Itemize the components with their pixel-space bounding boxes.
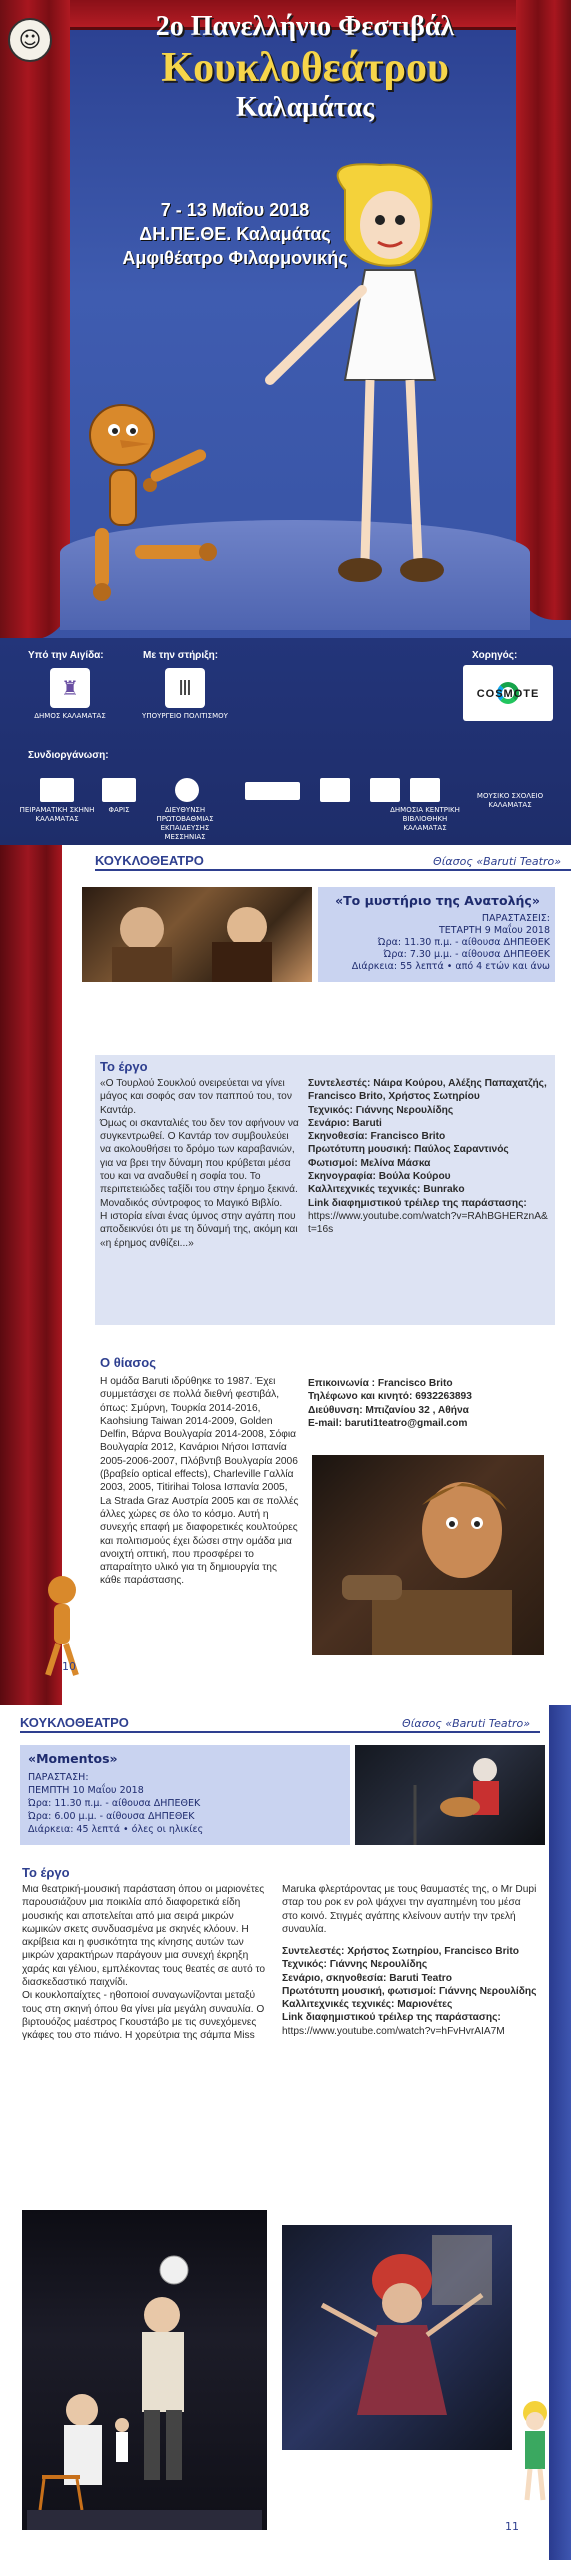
support-label: Με την στήριξη:	[143, 650, 219, 661]
festival-dates: 7 - 13 Μαΐου 2018	[160, 200, 310, 220]
troupe-heading: Ο θίασος	[100, 1355, 156, 1370]
performance-duration: Διάρκεια: 55 λεπτά • από 4 ετών και άνω	[351, 961, 550, 972]
wooden-puppet-illustration	[40, 380, 280, 620]
credit-line: Φωτισμοί: Μελίνα Μάσκα	[308, 1157, 431, 1169]
work-description: «Ο Τουρλού Σουκλού ονειρεύεται να γίνει μάγος και σοφός σαν τον παππού του, τον Καντάρ. Όμως οι σκανταλιές του δεν τον αφήνουν να συγκεντρωθεί. Ο Καντάρ τον συμβουλεύει να ακολουθήσει το δρόμο των καραβανιών, για να βρει την δύναμη που κρύβεται μέσα του και να αναδυθεί η σοφία του. Το περιπετειώδες ταξίδι του στην έρημο ξεκινά. Μοναδικός σύντροφος το Μαγικό Βιβλίο. Η ιστορία είναι ένας ύμνος στην αγάπη που αποδεικνύει ότι με τη δύναμή της, ακόμη και «η έρημος ανθίζει...»	[100, 1078, 299, 1249]
sponsor-label: Χορηγός:	[472, 650, 518, 661]
auspices-label: Υπό την Αιγίδα:	[28, 650, 104, 661]
title-line-1: 2ο Πανελλήνιο Φεστιβάλ	[155, 11, 455, 42]
co-org-7: ΔΗΜΟΣΙΑ ΚΕΝΤΡΙΚΗ ΒΙΒΛΙΟΘΗΚΗ ΚΑΛΑΜΑΤΑΣ	[390, 806, 460, 832]
co-org-2: ΦΑΡΙΣ	[108, 806, 130, 814]
credit-line: Καλλιτεχνικές τεχνικές: Bunrako	[308, 1184, 465, 1196]
show-photo-2	[22, 2210, 267, 2530]
co-org-logo-6	[370, 778, 400, 802]
credit-line: Συντελεστές: Χρήστος Σωτηρίου, Francisco Brito	[282, 1946, 520, 1957]
festival-title	[95, 10, 515, 124]
credit-line: Σενάριο: Baruti	[308, 1117, 382, 1129]
performance-time-1: Ώρα: 11.30 π.μ. - αίθουσα ΔΗΠΕΘΕΚ	[377, 937, 550, 948]
performance-time-2: Ώρα: 6.00 μ.μ. - αίθουσα ΔΗΠΕΘΕΚ	[28, 1811, 195, 1822]
performance-duration: Διάρκεια: 45 λεπτά • όλες οι ηλικίες	[28, 1824, 204, 1835]
performance-day: ΠΕΜΠΤΗ 10 Μαΐου 2018	[28, 1785, 144, 1796]
troupe-name: Θίασος «Baruti Teatro»	[402, 1717, 530, 1730]
doll-puppet-illustration	[250, 160, 500, 620]
credit-line: Σκηνοθεσία: Francisco Brito	[308, 1131, 446, 1143]
show-photo-2	[312, 1455, 544, 1655]
program-page-11	[0, 1705, 571, 2560]
credits-list	[308, 1077, 548, 1237]
performance-label: ΠΑΡΑΣΤΑΣΗ:	[28, 1772, 89, 1783]
program-page-10	[0, 845, 571, 1705]
credit-line: Συντελεστές: Νάιρα Κούρου, Αλέξης Παπαχατζής, Francisco Brito, Χρήστος Σωτηρίου	[308, 1078, 547, 1103]
show-schedule	[28, 1771, 328, 1836]
co-org-8: ΜΟΥΣΙΚΟ ΣΧΟΛΕΙΟ ΚΑΛΑΜΑΤΑΣ	[476, 792, 544, 809]
trailer-link[interactable]: https://www.youtube.com/watch?v=RAhBGHERznA&t=16s	[308, 1210, 548, 1236]
show-photo-1	[355, 1745, 545, 1845]
troupe-description: Η ομάδα Baruti ιδρύθηκε το 1987. Έχει συμμετάσχει σε πολλά διεθνή φεστιβάλ, όπως: Σμύρνη, Τουρκία 2014-2016, Kaohsiung Taiwan 2014-2009, Golden Delfin, Βάρνα Βουλγαρία 2014-2008, Σόφια Βουλγαρία 2012, Κανάριοι Νήσοι Ισπανία 2005-2006-2007, Πλόβντιβ Βουλγαρία 2006 (βραβείο optical effects), Charleville Γαλλία 2003, 2005, Titirihai Tolosa Ισπανία 2005, La Strada Graz Αυστρία 2005 και σε πολλές άλλες χώρες σε όλο το κόσμο. Αυτή η συνεχής επαφή με διαφορετικές κουλτούρες και πολιτισμούς έχει δώσει στην ομάδα μια ανοιχτή οπτική, που προσφέρει το απαραίτητο υλικό για τη δημιουργία της κάθε παράστασης.	[100, 1376, 299, 1587]
credit-line: Πρωτότυπη μουσική: Παύλος Σαραντινός	[308, 1144, 509, 1156]
ministry-logo-icon: Ⅲ	[165, 668, 205, 708]
title-line-3: Καλαμάτας	[235, 92, 375, 123]
work-heading: Το έργο	[100, 1059, 148, 1074]
credit-line: Πρωτότυπη μουσική, φωτισμοί: Γιάννης Νερουλίδης	[282, 1985, 537, 1997]
co-org-logo-7	[410, 778, 440, 802]
cosmote-logo	[463, 665, 553, 721]
show-title: «Momentos»	[28, 1751, 118, 1766]
credit-line: Link διαφημιστικού τρέιλερ της παράστασης:	[282, 2012, 501, 2024]
work-description-continued: Maruka φλερτάροντας με τους θαυμαστές της, ο Mr Dupi σταρ του ροκ εν ρολ ψάχνει την αγαπημένη του μέσα στο κοινό. Στιγμές αγάπης κλείνουν αυτήν την τρελή συναυλία.	[282, 1884, 537, 1935]
venue-line-1: ΔΗ.ΠΕ.ΘΕ. Καλαμάτας	[139, 224, 331, 244]
title-line-2: Κουκλοθεάτρου	[161, 45, 449, 91]
festival-logo-icon: ☺	[8, 18, 52, 62]
work-heading: Το έργο	[22, 1865, 70, 1880]
credit-line: Σενάριο, σκηνοθεσία: Baruti Teatro	[282, 1972, 452, 1984]
festival-cover	[0, 0, 571, 845]
credit-line: Καλλιτεχνικές τεχνικές: Μαριονέτες	[282, 1999, 453, 2011]
co-org-logo-1	[40, 778, 74, 802]
page-number: 10	[62, 1660, 76, 1673]
co-org-label: Συνδιοργάνωση:	[28, 750, 109, 761]
support-org: ΥΠΟΥΡΓΕΙΟ ΠΟΛΙΤΙΣΜΟΥ	[142, 712, 228, 720]
co-org-logo-2	[102, 778, 136, 802]
co-org-3: ΔΙΕΥΘΥΝΣΗ ΠΡΩΤΟΒΑΘΜΙΑΣ ΕΚΠΑΙΔΕΥΣΗΣ ΜΕΣΣΗΝΙΑΣ	[156, 806, 214, 841]
municipality-logo-icon: ♜	[50, 668, 90, 708]
section-title: ΚΟΥΚΛΟΘΕΑΤΡΟ	[20, 1715, 129, 1730]
section-title: ΚΟΥΚΛΟΘΕΑΤΡΟ	[95, 853, 204, 868]
credit-line: Τεχνικός: Γιάννης Νερουλίδης	[282, 1959, 428, 1971]
performance-time-2: Ώρα: 7.30 μ.μ. - αίθουσα ΔΗΠΕΘΕΚ	[383, 949, 550, 960]
co-org-logo-5	[320, 778, 350, 802]
troupe-name: Θίασος «Baruti Teatro»	[433, 855, 561, 868]
work-description: Μια θεατρική-μουσική παράσταση όπου οι μαριονέτες παρουσιάζουν μια ποικιλία από διαφορετικά είδη μουσικής και αποτελείται από μια σειρά μικρών κωμικών σκετς συνδυασμένα με σκηνές κλόουν. Η ακρίβεια και η φυσικότητα της κίνησης αυτών των μικρών χαρακτήρων παράγουν μια συνεχή έκρηξη χαράς και γέλιου, εμπλέκοντας τους θεατές σε αυτό το διασκεδαστικό παιχνίδι. Οι κουκλοπαίχτες - ηθοποιοί συναγωνίζονται μεταξύ τους στη σκηνή όπου θα γίνει μία μεγάλη συναυλία. Ο βιρτουόζος μαέστρος Γκουστάβο με τις συνεχόμενες γκάφες του στο πιάνο. Η χορεύτρια της σάμπα Miss	[22, 1884, 265, 2042]
auspices-org: ΔΗΜΟΣ ΚΑΛΑΜΑΤΑΣ	[34, 712, 106, 720]
contact-phone: Τηλέφωνο και κινητό: 6932263893	[308, 1391, 472, 1403]
sponsor-name: COSMOTE	[476, 687, 540, 700]
show-photo-3	[282, 2225, 512, 2450]
credit-line: Σκηνογραφία: Βούλα Κούρου	[308, 1171, 451, 1183]
contact-address: Διεύθυνση: Μπιζανίου 32 , Αθήνα	[308, 1404, 469, 1416]
page-header	[95, 855, 571, 871]
show-schedule	[325, 913, 550, 973]
co-org-logo-4	[245, 782, 300, 800]
show-title: «Το μυστήριο της Ανατολής»	[335, 893, 540, 908]
page-number: 11	[505, 2520, 519, 2533]
contact-email[interactable]: E-mail: baruti1teatro@gmail.com	[308, 1417, 468, 1429]
contact-info	[308, 1377, 548, 1430]
page-header	[20, 1717, 540, 1733]
credits-list	[282, 1945, 537, 2038]
performance-time-1: Ώρα: 11.30 π.μ. - αίθουσα ΔΗΠΕΘΕΚ	[28, 1798, 201, 1809]
co-org-1: ΠΕΙΡΑΜΑΤΙΚΗ ΣΚΗΝΗ ΚΑΛΑΜΑΤΑΣ	[19, 806, 95, 823]
puppet-corner-decoration	[505, 2395, 565, 2505]
curtain-right	[516, 0, 571, 620]
co-org-logo-3	[175, 778, 199, 802]
credit-line: Τεχνικός: Γιάννης Νερουλίδης	[308, 1104, 454, 1116]
performances-label: ΠΑΡΑΣΤΑΣΕΙΣ:	[481, 913, 550, 924]
performance-day: ΤΕΤΑΡΤΗ 9 Μαΐου 2018	[438, 925, 550, 936]
trailer-link[interactable]: https://www.youtube.com/watch?v=hFvHvrAIA7M	[282, 2025, 505, 2037]
venue-line-2: Αμφιθέατρο Φιλαρμονικής	[122, 248, 348, 268]
contact-person: Επικοινωνία : Francisco Brito	[308, 1378, 453, 1389]
credit-line: Link διαφημιστικού τρέιλερ της παράστασης:	[308, 1197, 527, 1209]
show-photo-1	[82, 887, 312, 982]
